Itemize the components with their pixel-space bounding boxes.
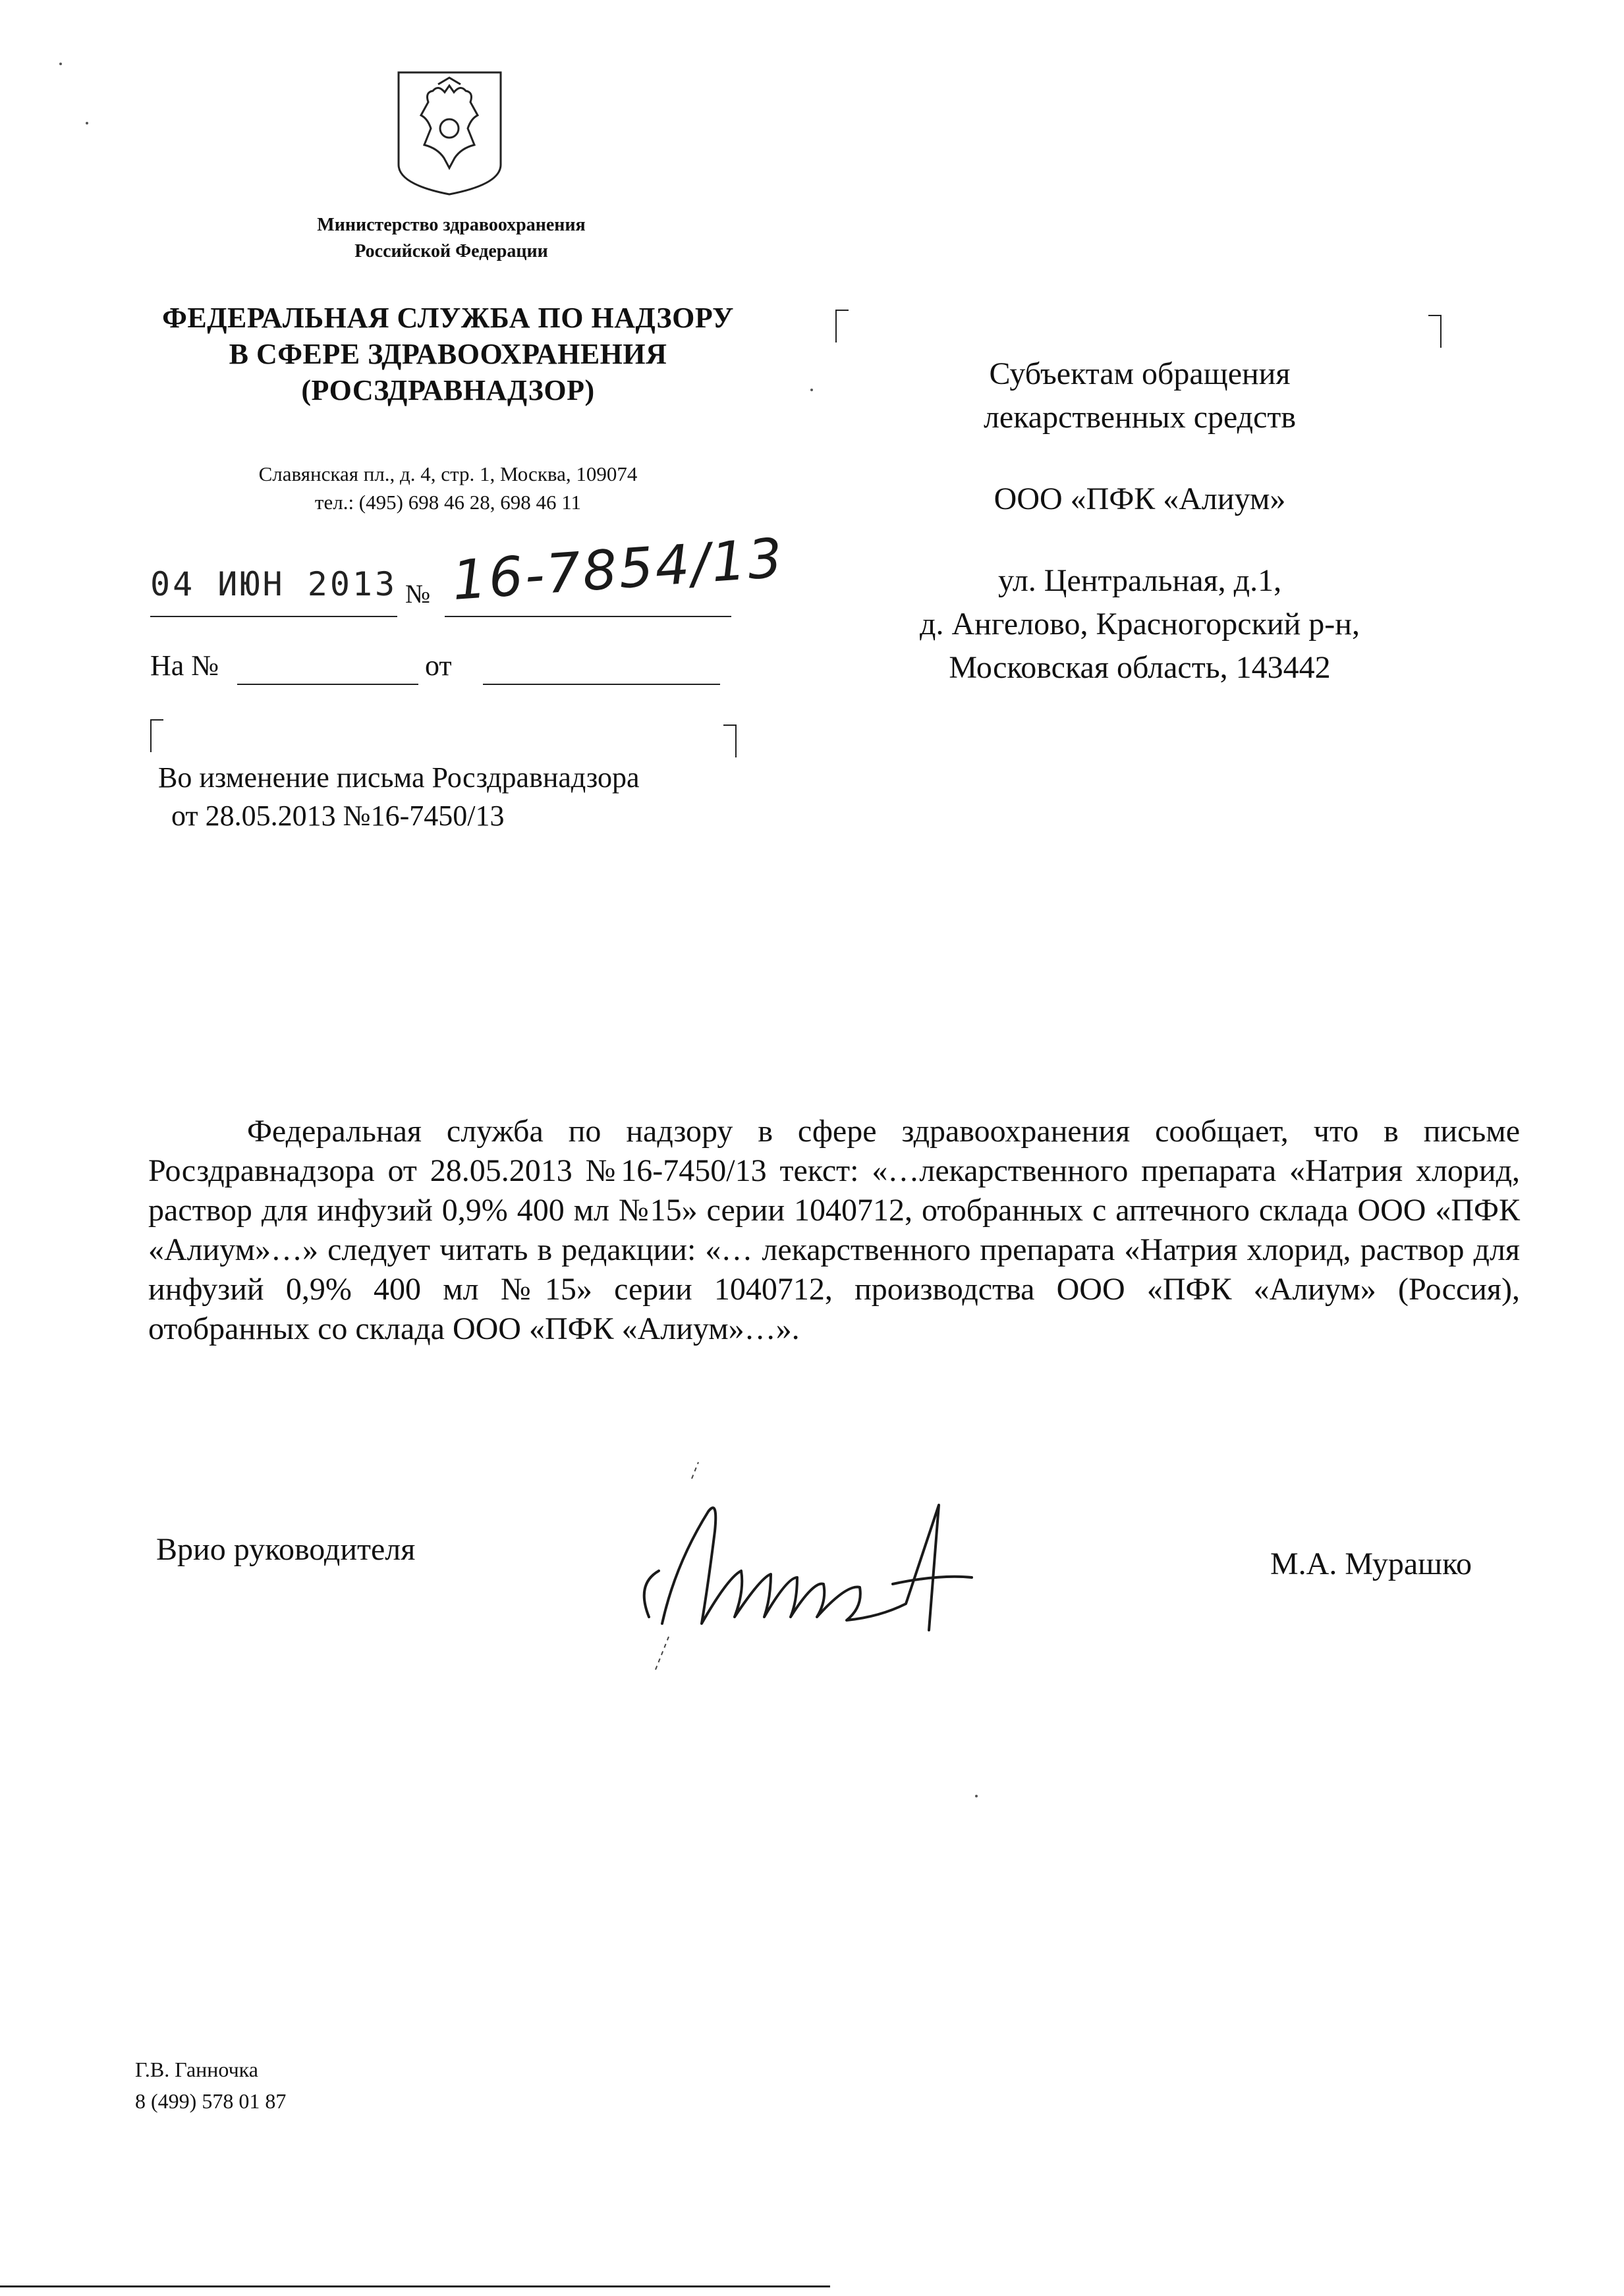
subject-line: Во изменение письма Росздравнадзора	[158, 761, 640, 794]
addressee-address-line: д. Ангелово, Красногорский р-н,	[920, 607, 1360, 642]
scan-speck	[975, 1795, 978, 1797]
addressee-line: Субъектам обращения	[989, 356, 1291, 391]
letter-subject	[158, 759, 640, 835]
scan-edge-line	[0, 2285, 830, 2287]
ministry-line: Российской Федерации	[354, 241, 548, 261]
agency-address	[138, 460, 758, 516]
corner-mark	[150, 719, 163, 752]
ministry-line: Министерство здравоохранения	[317, 215, 586, 235]
addressee-company: ООО «ПФК «Алиум»	[994, 481, 1286, 516]
address-line: тел.: (495) 698 46 28, 698 46 11	[314, 491, 582, 514]
reference-number-blank	[237, 684, 418, 685]
corner-mark	[1428, 315, 1442, 348]
executor-info	[135, 2054, 286, 2117]
scan-speck	[59, 63, 62, 65]
registration-date-stamp: 04 ИЮН 2013	[150, 565, 398, 603]
reference-date-blank	[483, 684, 720, 685]
reference-number-label: На №	[150, 649, 219, 682]
addressee-line: лекарственных средств	[983, 400, 1297, 435]
ministry-name	[171, 212, 731, 265]
corner-mark	[835, 310, 849, 342]
signatory-name: М.А. Мурашко	[1270, 1546, 1472, 1581]
corner-mark	[723, 724, 737, 757]
reference-date-label: от	[425, 649, 452, 682]
executor-phone: 8 (499) 578 01 87	[135, 2089, 287, 2113]
agency-name	[99, 300, 797, 408]
registration-number: 16-7854/13	[450, 527, 787, 613]
agency-line: В СФЕРЕ ЗДРАВООХРАНЕНИЯ	[229, 338, 667, 370]
agency-line: (РОСЗДРАВНАДЗОР)	[301, 374, 595, 406]
subject-line: от 28.05.2013 №16-7450/13	[171, 800, 505, 832]
addressee-address-line: ул. Центральная, д.1,	[997, 563, 1282, 598]
signatory-title: Врио руководителя	[156, 1532, 416, 1567]
addressee-block	[837, 352, 1443, 690]
executor-name: Г.В. Ганночка	[135, 2058, 258, 2081]
scan-speck	[810, 389, 813, 391]
date-underline	[150, 616, 397, 617]
coat-of-arms-icon	[392, 66, 507, 198]
number-underline	[445, 616, 731, 617]
address-line: Славянская пл., д. 4, стр. 1, Москва, 109074	[258, 462, 638, 485]
handwritten-signature	[629, 1459, 985, 1676]
number-label: №	[405, 579, 431, 609]
scan-speck	[86, 122, 88, 124]
addressee-address-line: Московская область, 143442	[949, 650, 1331, 685]
letter-body: Федеральная служба по надзору в сфере здравоохранения сообщает, что в письме Росздравнадзора от 28.05.2013 №16-7450/13 текст: «…лекарственного препарата «Натрия хлорид, раствор для инфузий 0,9% 400 мл №15» серии 1040712, отобранных с аптечного склада ООО «ПФК «Алиум»…» следует читать в редакции: «… лекарственного препарата «Натрия хлорид, раствор для инфузий 0,9% 400 мл №15» серии 1040712, производства ООО «ПФК «Алиум» (Россия), отобранных со склада ООО «ПФК «Алиум»…».	[148, 1114, 1520, 1346]
agency-line: ФЕДЕРАЛЬНАЯ СЛУЖБА ПО НАДЗОРУ	[162, 302, 734, 334]
